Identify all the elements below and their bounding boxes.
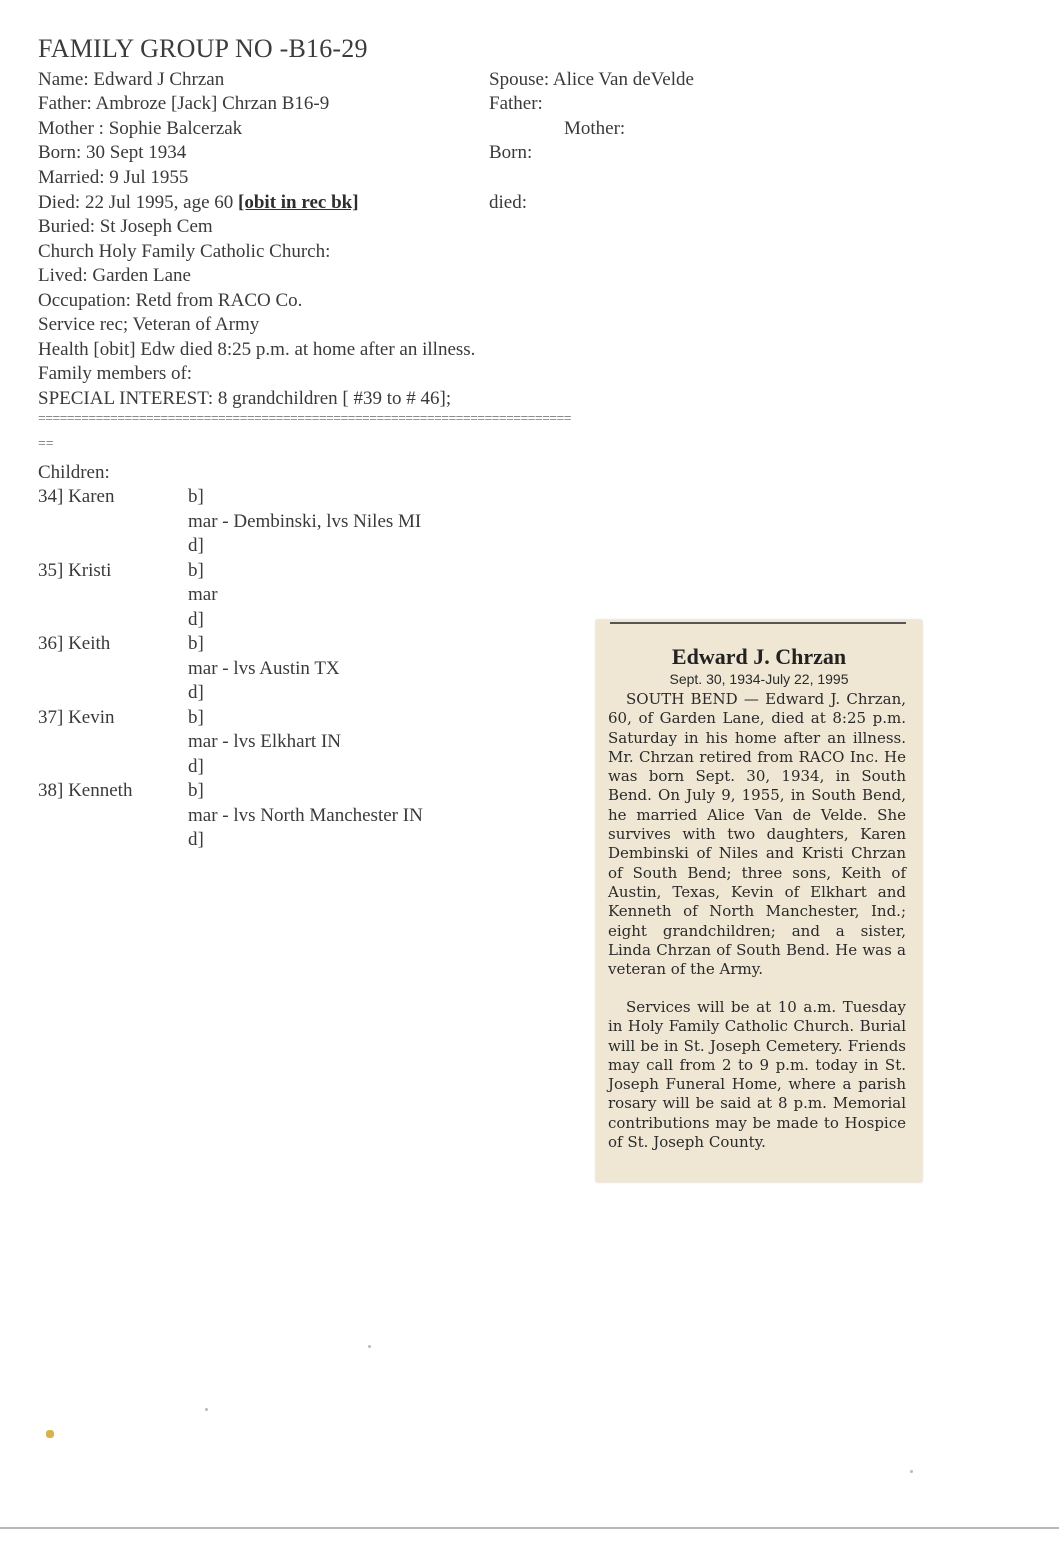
scan-bottom-edge: [0, 1527, 1059, 1529]
born-field: Born: 30 Sept 1934: [38, 142, 187, 163]
service-field: Service rec; Veteran of Army: [38, 314, 260, 335]
occupation-field: Occupation: Retd from RACO Co.: [38, 290, 303, 311]
child-died: d]: [188, 829, 204, 850]
separator-tail: ==: [38, 436, 54, 451]
spouse-born-field: Born:: [489, 142, 533, 163]
obituary-headline: Edward J. Chrzan: [671, 644, 847, 669]
separator-rule: ==========================================================================: [38, 414, 571, 423]
child-married: mar - lvs Austin TX: [188, 658, 340, 679]
spouse-father-field: Father:: [489, 93, 543, 114]
name-field: Name: Edward J Chrzan: [38, 69, 225, 90]
died-field: [38, 192, 359, 214]
spouse-died-field: died:: [489, 192, 527, 213]
child-name: 34] Karen: [38, 486, 115, 507]
page-title: FAMILY GROUP NO -B16-29: [38, 34, 368, 63]
child-name: 37] Kevin: [38, 707, 115, 728]
obituary-paragraph: Services will be at 10 a.m. Tuesday in Holy Family Catholic Church. Burial will be in St. Joseph Cemetery. Friends may call from 2 to 9 p.m. today in St. Joseph Funeral Home, where a parish rosary will be said at 8 p.m. Memorial contributions may be made to Hospice of St. Joseph County.: [608, 998, 906, 1152]
father-field: Father: Ambroze [Jack] Chrzan B16-9: [38, 93, 330, 114]
child-born: b]: [188, 560, 204, 581]
child-died: d]: [188, 609, 204, 630]
scan-dot: [368, 1345, 371, 1348]
obituary-clipping: [596, 620, 922, 1182]
married-field: Married: 9 Jul 1955: [38, 167, 189, 188]
mother-field: Mother : Sophie Balcerzak: [38, 118, 243, 139]
died-text: Died: 22 Jul 1995, age 60: [38, 192, 239, 213]
scan-dot: [205, 1408, 208, 1411]
child-name: 36] Keith: [38, 633, 111, 654]
child-born: b]: [188, 707, 204, 728]
buried-field: Buried: St Joseph Cem: [38, 216, 213, 237]
child-died: d]: [188, 682, 204, 703]
spouse-field: Spouse: Alice Van deVelde: [489, 69, 694, 90]
obituary-paragraph: SOUTH BEND — Edward J. Chrzan, 60, of Garden Lane, died at 8:25 p.m. Saturday in his home after an illness. Mr. Chrzan retired from RACO Inc. He was born Sept. 30, 1934, in South Bend. On July 9, 1955, in South Bend, he married Alice Van de Velde. She survives with two daughters, Karen Dembinski of Niles and Kristi Chrzan of South Bend; three sons, Keith of Austin, Texas, Kevin of Elkhart and Kenneth of North Manchester, Ind.; eight grandchildren; and a sister, Linda Chrzan of South Bend. He was a veteran of the Army.: [608, 690, 906, 979]
children-label: Children:: [38, 462, 110, 483]
child-name: 35] Kristi: [38, 560, 112, 581]
child-born: b]: [188, 486, 204, 507]
child-married: mar - Dembinski, lvs Niles MI: [188, 511, 422, 532]
child-married: mar - lvs North Manchester IN: [188, 805, 423, 826]
scan-speck: [46, 1430, 54, 1438]
child-died: d]: [188, 756, 204, 777]
family-members-field: Family members of:: [38, 363, 193, 384]
clipping-top-rule: [610, 622, 906, 624]
special-interest-field: SPECIAL INTEREST: 8 grandchildren [ #39 to # 46];: [38, 388, 452, 409]
obituary-dates: Sept. 30, 1934-July 22, 1995: [669, 671, 849, 687]
health-field: Health [obit] Edw died 8:25 p.m. at home after an illness.: [38, 339, 476, 360]
obit-reference: [obit in rec bk]: [238, 192, 359, 213]
church-field: Church Holy Family Catholic Church:: [38, 241, 331, 262]
child-married: mar: [188, 584, 218, 605]
child-died: d]: [188, 535, 204, 556]
lived-field: Lived: Garden Lane: [38, 265, 191, 286]
child-name: 38] Kenneth: [38, 780, 133, 801]
child-married: mar - lvs Elkhart IN: [188, 731, 342, 752]
scan-dot: [910, 1470, 913, 1473]
child-born: b]: [188, 633, 204, 654]
child-born: b]: [188, 780, 204, 801]
spouse-mother-field: Mother:: [564, 118, 626, 139]
